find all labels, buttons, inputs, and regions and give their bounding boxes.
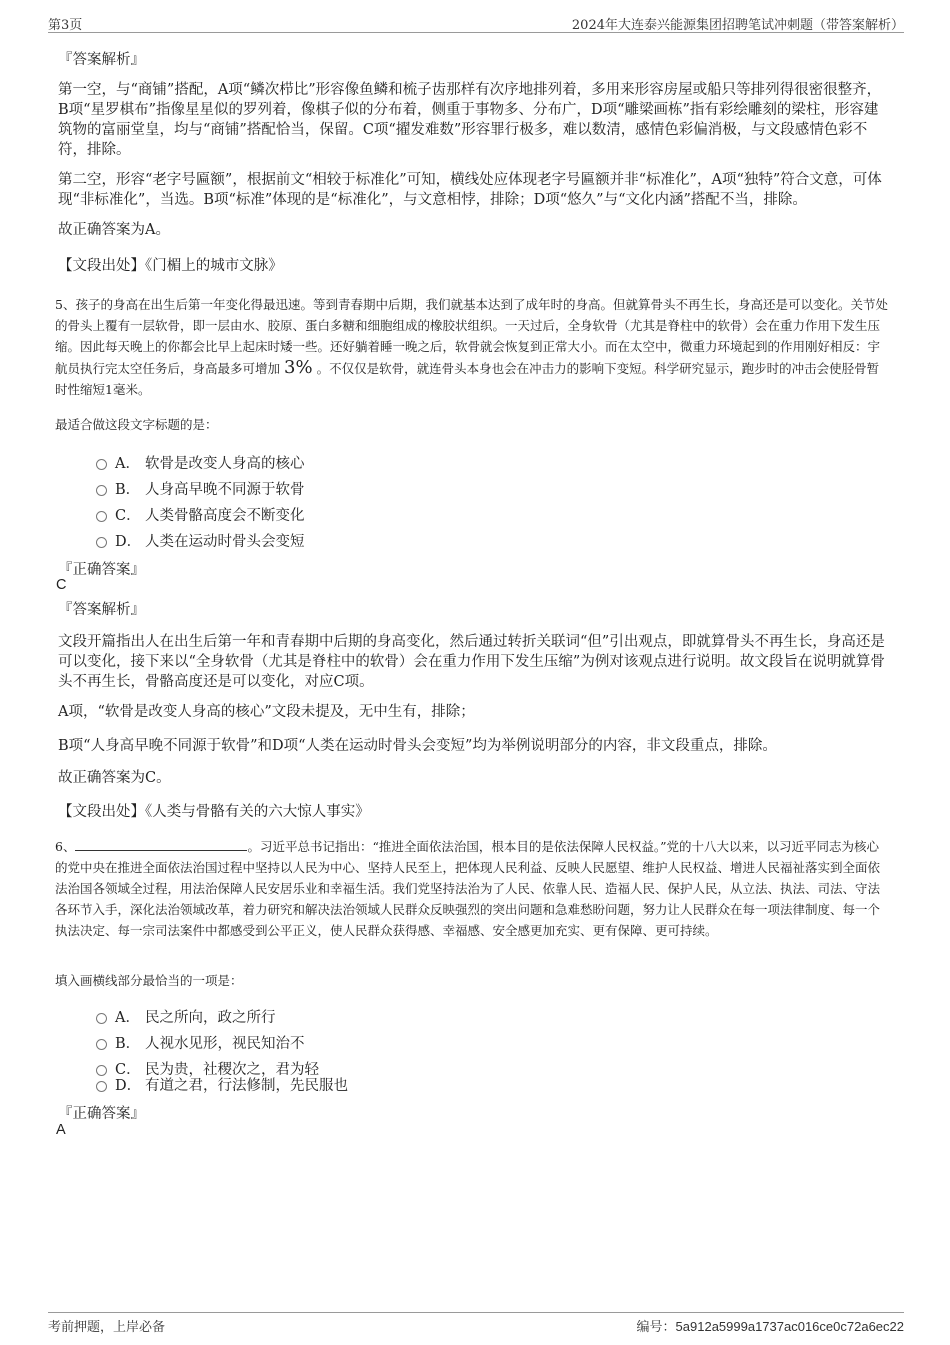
q5-option-c[interactable]: C． 人类骨骼高度会不断变化 xyxy=(96,504,305,525)
q5-analysis-p3: B项“人身高早晚不同源于软骨”和D项“人类在运动时骨头会变短”均为举例说明部分的内容，非文段重点，排除。 xyxy=(58,738,777,754)
page-header xyxy=(48,12,904,33)
q5-option-d[interactable]: D． 人类在运动时骨头会变短 xyxy=(96,530,305,551)
q5-analysis-p2: A项，“软骨是改变人身高的核心”文段未提及，无中生有，排除； xyxy=(58,704,475,720)
q6-answer: A xyxy=(56,1122,66,1138)
q5-percent: 3% xyxy=(284,357,313,378)
q5-prompt: 最适合做这段文字标题的是： xyxy=(55,417,218,432)
radio-icon[interactable] xyxy=(96,1039,107,1050)
q6-option-c[interactable]: C． 民为贵，社稷次之，君为轻 xyxy=(96,1058,319,1079)
q4-analysis-p1: 第一空，与“商铺”搭配，A项“鳞次栉比”形容像鱼鳞和梳子齿那样有次序地排列着，多用来形容房屋或船只等排列得很密很整齐，B项“星罗棋布”指像星星似的罗列着，像棋子似的分布着，侧重于事物多、分布广，D项“雕梁画栋”指有彩绘雕刻的梁柱，形容建筑物的富丽堂皇，均与“商铺”搭配恰当，保留。C项“擢发难数”形容罪行极多，难以数清，感情色彩偏消极，与文段感情色彩不符，排除。 xyxy=(58,82,882,158)
footer-code: 编号：5a912a5999a1737ac016ce0c72a6ec22 xyxy=(636,1319,904,1335)
q6-option-b[interactable]: B． 人视水见形，视民知治不 xyxy=(96,1032,305,1053)
radio-icon[interactable] xyxy=(96,1081,107,1092)
q4-conclusion: 故正确答案为A。 xyxy=(58,222,170,238)
fill-in-blank xyxy=(75,838,247,851)
q5-option-b[interactable]: B． 人身高早晚不同源于软骨 xyxy=(96,478,305,499)
q5-answer: C xyxy=(56,577,67,593)
q4-analysis-p2: 第二空，形容“老字号匾额”，根据前文“相较于标准化”可知，横线处应体现老字号匾额并非“标准化”，A项“独特”符合文意，可体现“非标准化”，当选。B项“标准”体现的是“标准化”，与文意相悖，排除；D项“悠久”与“文化内涵”搭配不当，排除。 xyxy=(58,172,882,208)
q5-source: 【文段出处】《人类与骨骼有关的六大惊人事实》 xyxy=(58,804,370,820)
q4-source: 【文段出处】《门楣上的城市文脉》 xyxy=(58,258,283,274)
q6-prompt: 填入画横线部分最恰当的一项是： xyxy=(55,973,243,988)
radio-icon[interactable] xyxy=(96,511,107,522)
q4-analysis-label: 『答案解析』 xyxy=(58,52,145,68)
radio-icon[interactable] xyxy=(96,485,107,496)
q6-answer-label: 『正确答案』 xyxy=(58,1106,145,1122)
radio-icon[interactable] xyxy=(96,537,107,548)
q5-stem: 5、孩子的身高在出生后第一年变化得最迅速。等到青春期中后期，我们就基本达到了成年时的身高。但就算骨头不再生长，身高还是可以变化。关节处的骨头上覆有一层软骨，即一层由水、胶原、蛋白多糖和细胞组成的橡胶状组织。一天过后，全身软骨（尤其是脊柱中的软骨）会在重力作用下发生压缩。因此每天晚上的你都会比早上起床时矮一些。还好躺着睡一晚之后，软骨就会恢复到正常大小。而在太空中，微重力环境起到的作用刚好相反：宇航员执行完太空任务后，身高最多可增加 3% 。不仅仅是软骨，就连骨头本身也会在冲击力的影响下变短。科学研究显示，跑步时的冲击会使胫骨暂时性缩短1毫米。 xyxy=(55,297,888,397)
footer-slogan: 考前押题，上岸必备 xyxy=(48,1320,166,1335)
q5-answer-label: 『正确答案』 xyxy=(58,562,145,578)
q6-stem: 6、 。习近平总书记指出：“推进全面依法治国，根本目的是依法保障人民权益。”党的十八大以来，以习近平同志为核心的党中央在推进全面依法治国过程中坚持以人民为中心、坚持人民至上，把体现人民利益、反映人民愿望、维护人民权益、增进人民福祉落实到全面依法治国各领域全过程，用法治保障人民安居乐业和幸福生活。我们党坚持法治为了人民、依靠人民、造福人民、保护人民，从立法、执法、司法、守法各环节入手，深化法治领域改革，着力研究和解决法治领域人民群众反映强烈的突出问题和急难愁盼问题，努力让人民群众在每一项法律制度、每一个执法决定、每一宗司法案件中都感受到公平正义，使人民群众获得感、幸福感、安全感更加充实、更有保障、更可持续。 xyxy=(55,839,881,938)
page-number: 第3页 xyxy=(48,18,83,33)
radio-icon[interactable] xyxy=(96,1013,107,1024)
q5-conclusion: 故正确答案为C。 xyxy=(58,770,171,786)
q5-analysis-label: 『答案解析』 xyxy=(58,602,145,618)
radio-icon[interactable] xyxy=(96,459,107,470)
document-title: 2024年大连泰兴能源集团招聘笔试冲刺题（带答案解析） xyxy=(571,18,904,33)
q6-option-d[interactable]: D． 有道之君，行法修制，先民服也 xyxy=(96,1074,348,1095)
page-footer xyxy=(48,1312,904,1335)
q5-analysis-p1: 文段开篇指出人在出生后第一年和青春期中后期的身高变化，然后通过转折关联词“但”引出观点，即就算骨头不再生长，身高还是可以变化，接下来以“全身软骨（尤其是脊柱中的软骨）会在重力作用下发生压缩”为例对该观点进行说明。故文段旨在说明就算骨头不再生长，骨骼高度还是可以变化，对应C项。 xyxy=(58,634,885,690)
q5-option-a[interactable]: A． 软骨是改变人身高的核心 xyxy=(96,452,305,473)
q6-option-a[interactable]: A． 民之所向，政之所行 xyxy=(96,1006,276,1027)
